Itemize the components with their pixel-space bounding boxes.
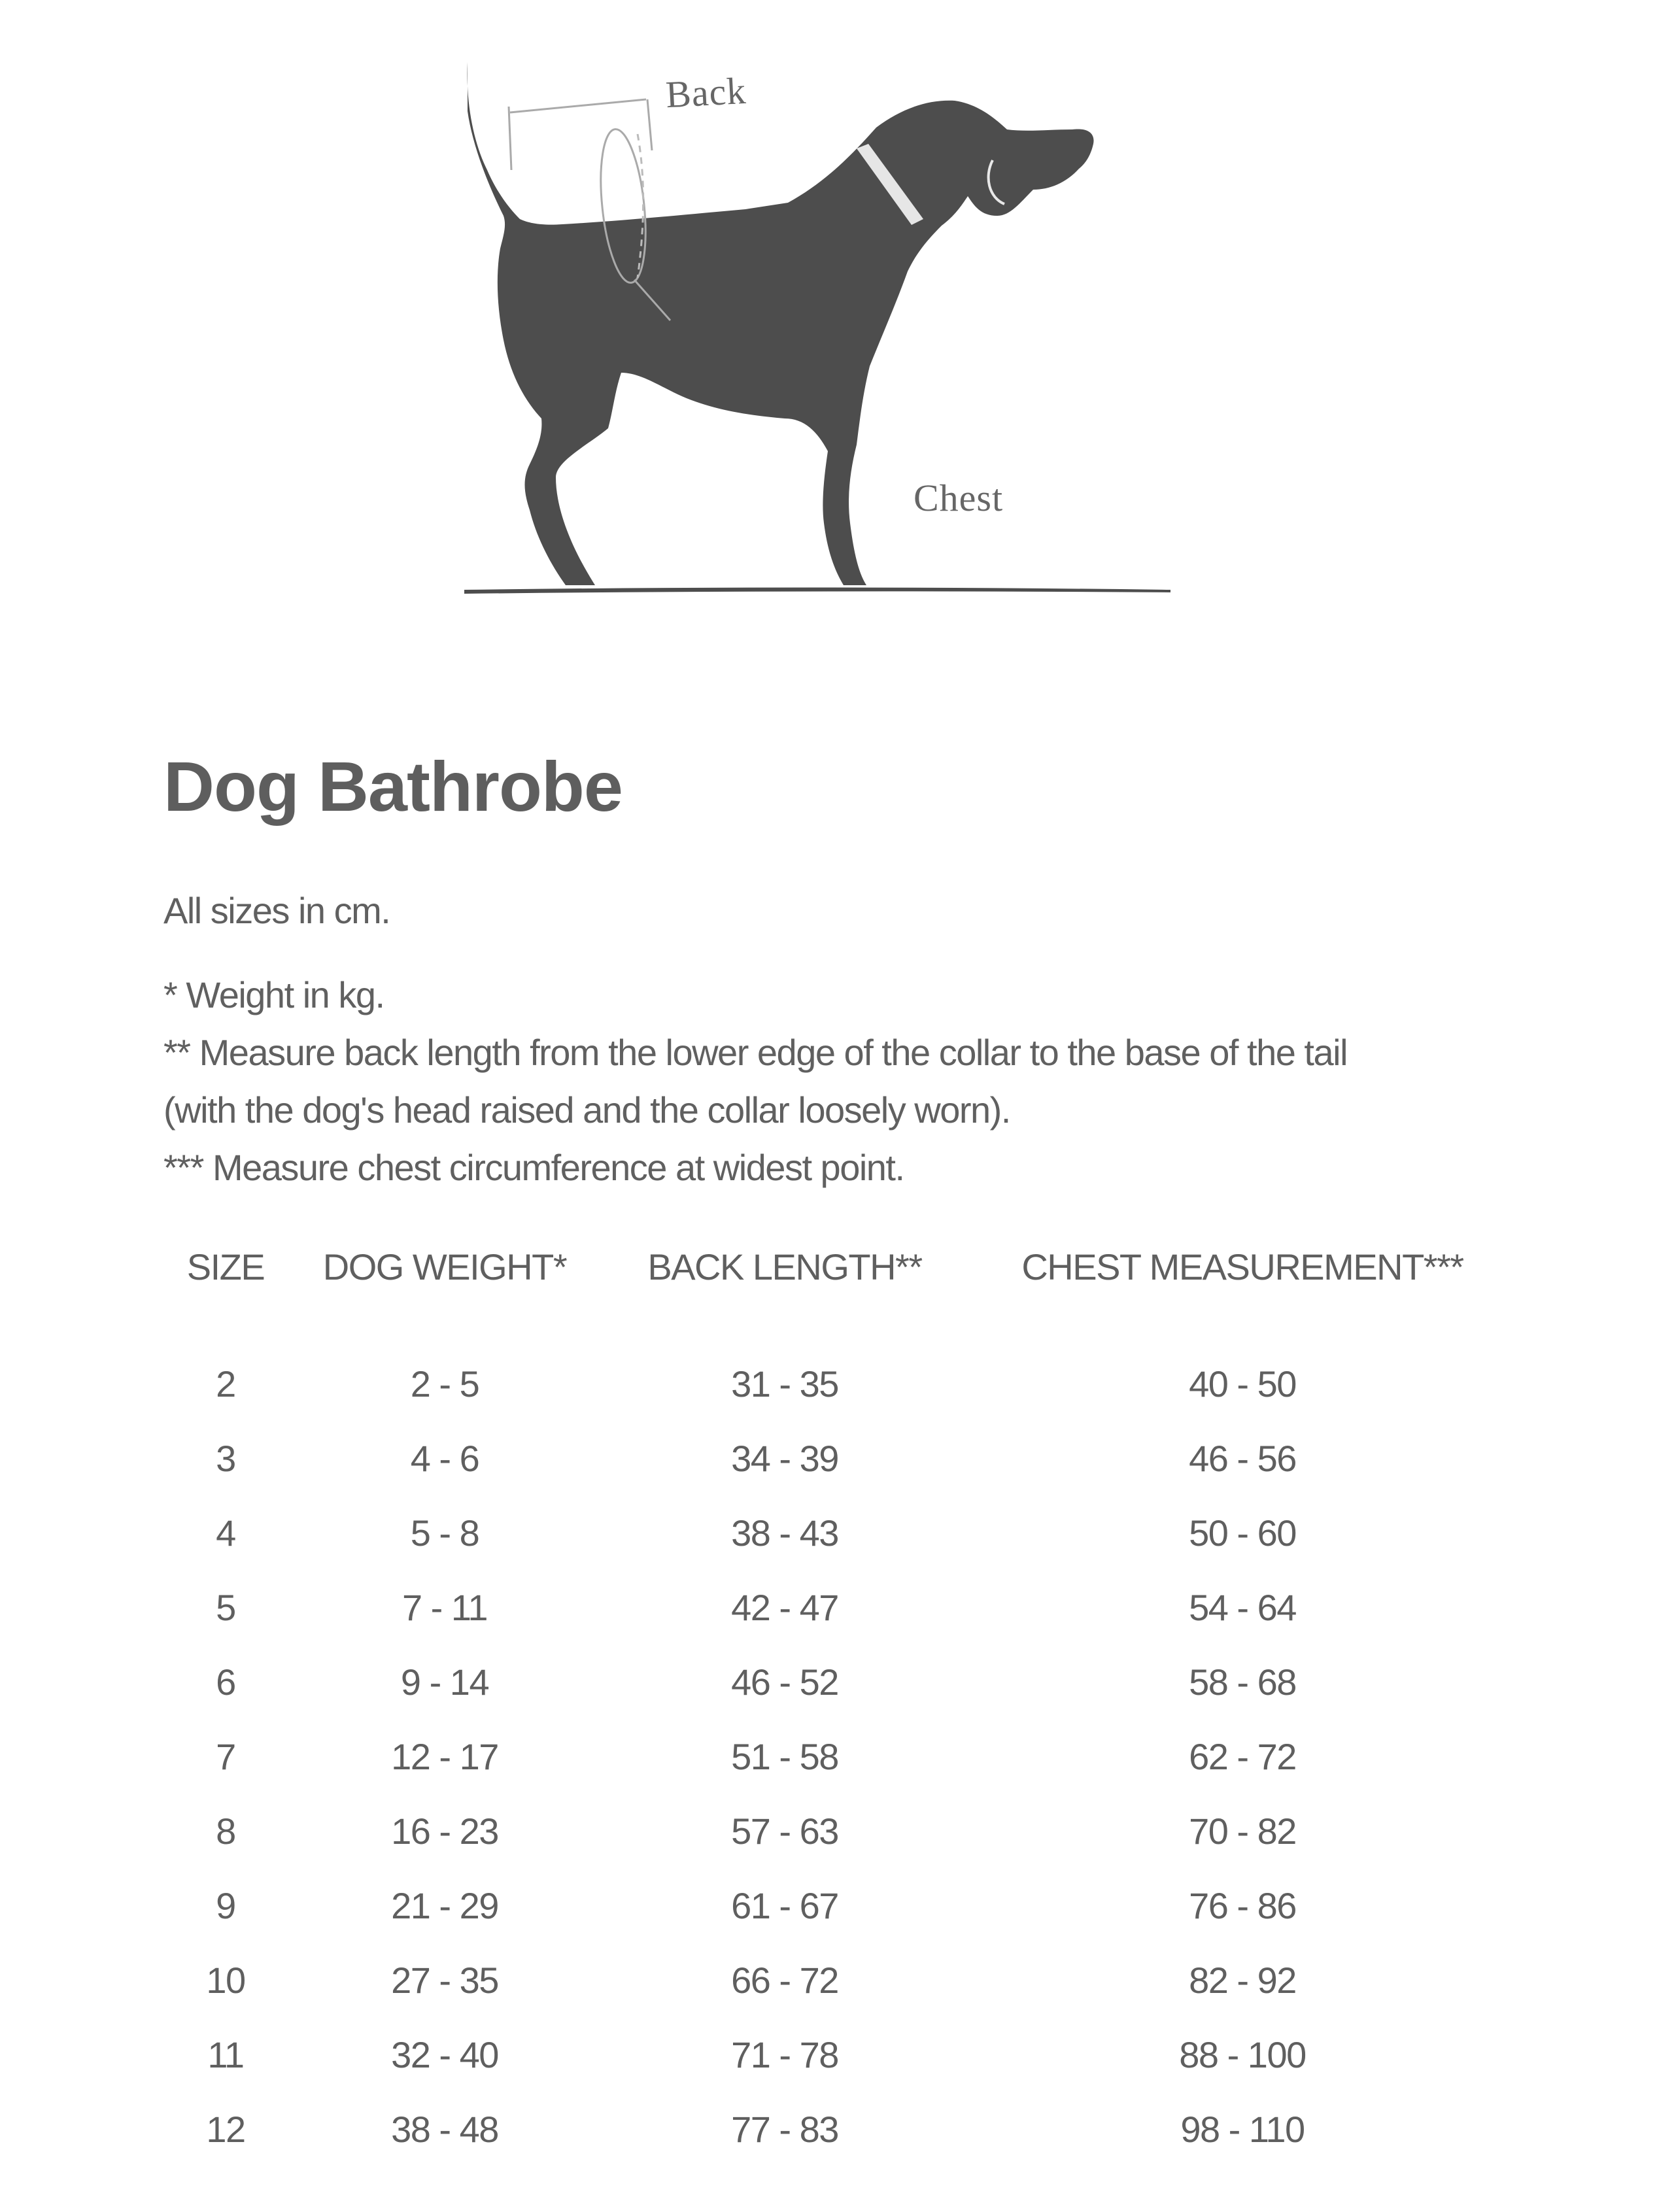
- cell-chest: 70 - 82: [1189, 1810, 1296, 1852]
- chest-note: *** Measure chest circumference at widest point.: [163, 1147, 904, 1188]
- header-back-length: BACK LENGTH**: [647, 1246, 922, 1287]
- cell-chest: 76 - 86: [1189, 1884, 1296, 1926]
- back-label: Back: [664, 69, 747, 116]
- cell-size: 11: [207, 2033, 244, 2075]
- cell-chest: 50 - 60: [1189, 1512, 1296, 1554]
- cell-chest: 40 - 50: [1189, 1363, 1296, 1404]
- cell-size: 9: [216, 1884, 235, 1926]
- cell-chest: 98 - 110: [1180, 2108, 1305, 2150]
- cell-size: 12: [206, 2108, 245, 2150]
- cell-size: 8: [216, 1810, 235, 1852]
- cell-size: 2: [216, 1363, 235, 1404]
- header-chest-measurement: CHEST MEASUREMENT***: [1021, 1246, 1463, 1287]
- cell-chest: 58 - 68: [1189, 1661, 1296, 1703]
- dog-silhouette-icon: [458, 52, 1177, 608]
- chest-label: Chest: [914, 477, 1004, 519]
- cell-weight: 38 - 48: [391, 2108, 498, 2150]
- cell-weight: 27 - 35: [391, 1959, 498, 2001]
- table-header-row: [163, 1246, 1517, 1318]
- cell-back: 31 - 35: [731, 1363, 838, 1404]
- cell-back: 34 - 39: [731, 1437, 838, 1479]
- cell-chest: 82 - 92: [1189, 1959, 1296, 2001]
- cell-size: 10: [206, 1959, 245, 2001]
- cell-size: 4: [216, 1512, 235, 1554]
- table-row: [163, 1570, 1517, 1644]
- table-row: [163, 2017, 1517, 2092]
- cell-back: 46 - 52: [731, 1661, 838, 1703]
- page-title: Dog Bathrobe: [163, 747, 623, 826]
- cell-chest: 88 - 100: [1179, 2033, 1306, 2075]
- table-row: [163, 1868, 1517, 1943]
- table-row: [163, 1794, 1517, 1868]
- back-length-note-continued: (with the dog's head raised and the collar loosely worn).: [163, 1089, 1010, 1131]
- cell-back: 42 - 47: [731, 1586, 838, 1628]
- cell-weight: 2 - 5: [410, 1363, 479, 1404]
- dog-measurement-illustration: [458, 52, 1177, 608]
- cell-back: 77 - 83: [731, 2108, 838, 2150]
- cell-back: 38 - 43: [731, 1512, 838, 1554]
- cell-size: 7: [216, 1735, 235, 1777]
- cell-weight: 9 - 14: [400, 1661, 489, 1703]
- cell-back: 66 - 72: [731, 1959, 838, 2001]
- back-length-note: ** Measure back length from the lower edge of the collar to the base of the tail: [163, 1032, 1348, 1073]
- cell-size: 5: [216, 1586, 235, 1628]
- cell-weight: 4 - 6: [410, 1437, 479, 1479]
- weight-note: * Weight in kg.: [163, 974, 384, 1015]
- cell-back: 61 - 67: [731, 1884, 838, 1926]
- cell-weight: 7 - 11: [401, 1586, 488, 1628]
- cell-back: 71 - 78: [731, 2033, 838, 2075]
- cell-weight: 21 - 29: [391, 1884, 498, 1926]
- units-note: All sizes in cm.: [163, 890, 390, 931]
- header-size: SIZE: [186, 1246, 265, 1287]
- table-row: [163, 1943, 1517, 2017]
- cell-chest: 54 - 64: [1189, 1586, 1296, 1628]
- cell-weight: 32 - 40: [391, 2033, 498, 2075]
- table-row: [163, 1644, 1517, 1719]
- table-row: [163, 2092, 1517, 2166]
- cell-weight: 16 - 23: [391, 1810, 498, 1852]
- cell-back: 51 - 58: [731, 1735, 838, 1777]
- cell-chest: 62 - 72: [1189, 1735, 1296, 1777]
- table-row: [163, 1495, 1517, 1570]
- table-row: [163, 1318, 1517, 1421]
- table-row: [163, 1421, 1517, 1495]
- cell-size: 3: [216, 1437, 235, 1479]
- cell-back: 57 - 63: [731, 1810, 838, 1852]
- cell-weight: 12 - 17: [391, 1735, 498, 1777]
- cell-chest: 46 - 56: [1189, 1437, 1296, 1479]
- size-chart-table: [163, 1246, 1517, 2166]
- header-dog-weight: DOG WEIGHT*: [322, 1246, 567, 1287]
- table-row: [163, 1719, 1517, 1794]
- cell-size: 6: [216, 1661, 235, 1703]
- cell-weight: 5 - 8: [410, 1512, 479, 1554]
- measurement-notes: [163, 966, 1347, 1197]
